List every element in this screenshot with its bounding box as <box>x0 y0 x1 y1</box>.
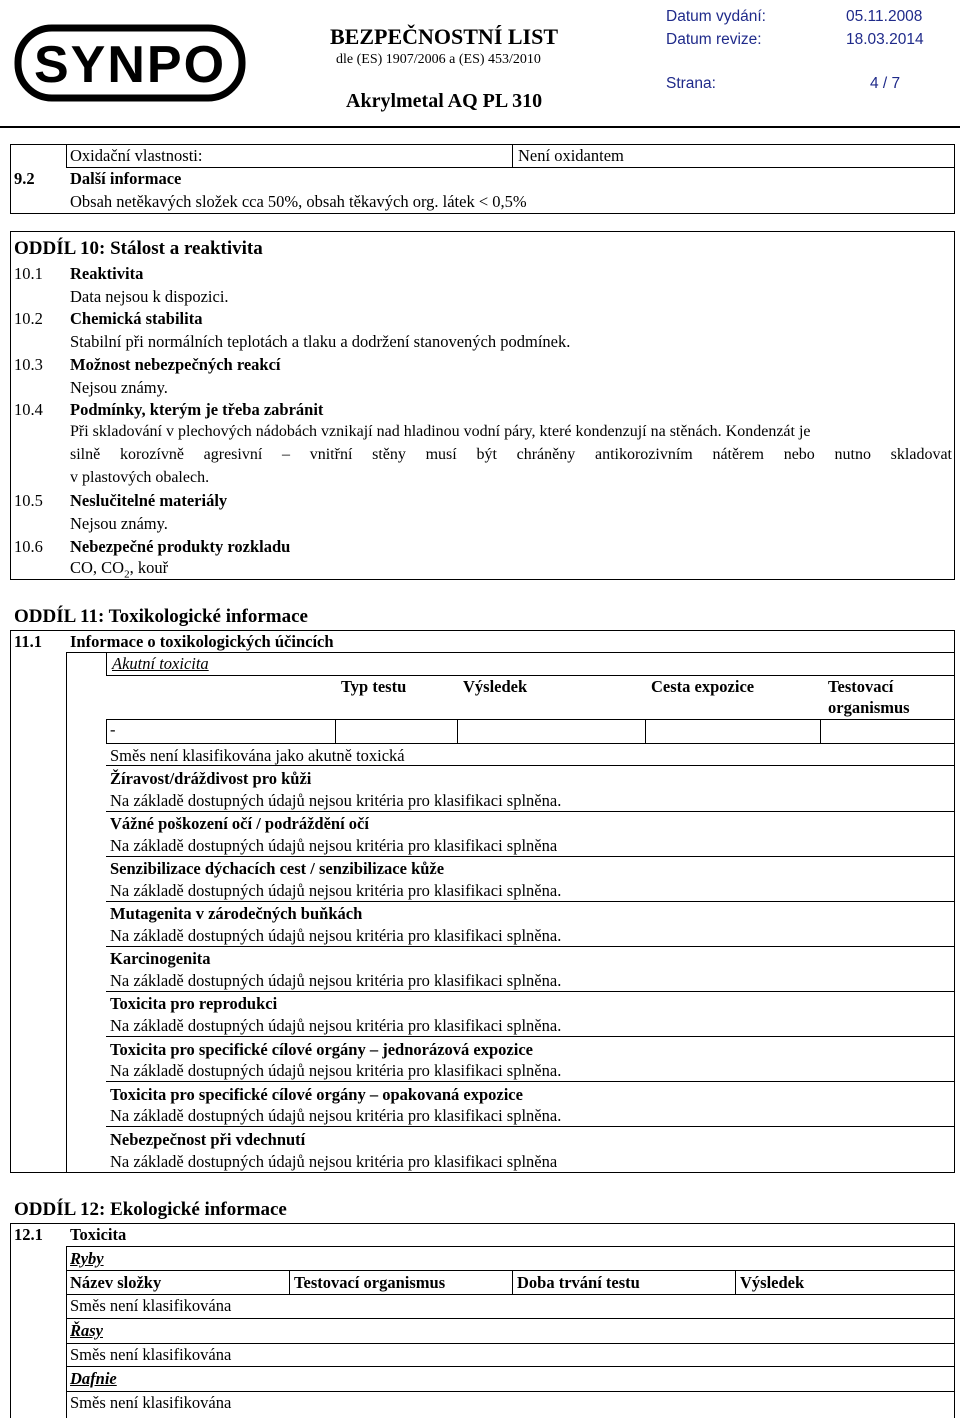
col-test-organism-1: Testovací <box>828 677 894 696</box>
col-component-name: Název složky <box>70 1273 162 1292</box>
section-10-4-number: 10.4 <box>14 400 43 419</box>
section-10-title: ODDÍL 10: Stálost a reaktivita <box>14 238 263 259</box>
section-10-3-title: Možnost nebezpečných reakcí <box>70 355 281 374</box>
section-10-3-text: Nejsou známy. <box>70 378 168 397</box>
product-name: Akrylmetal AQ PL 310 <box>346 90 543 112</box>
section-10-4-line-1: Při skladování v plechových nádobách vznikají nad hladinou vodní páry, které kondenzují na stěnách. Kondenzát je <box>70 423 811 440</box>
section-10-6-number: 10.6 <box>14 537 43 556</box>
section-10-4-line-3: v plastových obalech. <box>70 469 210 486</box>
eye-damage-text: Na základě dostupných údajů nejsou kritéria pro klasifikaci splněna <box>110 836 558 855</box>
section-10-5-number: 10.5 <box>14 491 43 510</box>
algae-text: Směs není klasifikována <box>70 1345 232 1364</box>
section-10-5-title: Neslučitelné materiály <box>70 491 228 510</box>
col-exposure-route: Cesta expozice <box>651 677 755 696</box>
section-12-1-title: Toxicita <box>70 1225 127 1244</box>
section-12-title: ODDÍL 12: Ekologické informace <box>14 1199 287 1220</box>
issue-date-label: Datum vydání: <box>666 8 766 25</box>
algae-heading: Řasy <box>70 1321 103 1340</box>
aspiration-hazard-text: Na základě dostupných údajů nejsou kritéria pro klasifikaci splněna <box>110 1152 558 1171</box>
logo-text: SYNPO <box>33 36 227 94</box>
eye-damage-title: Vážné poškození očí / podráždění očí <box>110 814 369 833</box>
revision-date-label: Datum revize: <box>666 31 762 48</box>
sensitization-title: Senzibilizace dýchacích cest / senzibilizace kůže <box>110 859 445 878</box>
aspiration-hazard-title: Nebezpečnost při vdechnutí <box>110 1130 306 1149</box>
stot-single-text: Na základě dostupných údajů nejsou kritéria pro klasifikaci splněna. <box>110 1061 562 1080</box>
section-10-6-text: CO, $CO_2$, kouř <box>70 558 169 581</box>
section-9-2-title: Další informace <box>70 169 182 188</box>
col-test-organism-2: organismus <box>828 698 910 717</box>
page-number: 4 / 7 <box>870 75 901 92</box>
section-10-1-text: Data nejsou k dispozici. <box>70 287 229 306</box>
doc-title: BEZPEČNOSTNÍ LIST <box>330 24 559 49</box>
stot-repeated-title: Toxicita pro specifické cílové orgány – opakovaná expozice <box>110 1085 523 1104</box>
section-10-2-number: 10.2 <box>14 309 43 328</box>
daphnia-text: Směs není klasifikována <box>70 1393 232 1412</box>
daphnia-heading: Dafnie <box>70 1369 117 1388</box>
section-10-4-line-2: silně korozívně agresivní – vnitřní stěny musí být chráněny antikorozivním nátěrem nebo nutno skladovat <box>70 446 952 463</box>
acute-toxicity-heading: Akutní toxicita <box>112 654 209 673</box>
section-11-1-title: Informace o toxikologických účincích <box>70 632 334 651</box>
section-10-3-number: 10.3 <box>14 355 43 374</box>
stot-repeated-text: Na základě dostupných údajů nejsou kritéria pro klasifikaci splněna. <box>110 1106 562 1125</box>
carcinogenicity-text: Na základě dostupných údajů nejsou kritéria pro klasifikaci splněna. <box>110 971 562 990</box>
section-10-1-title: Reaktivita <box>70 264 144 283</box>
acute-toxicity-text: Směs není klasifikována jako akutně toxická <box>110 746 405 765</box>
section-10-6-title: Nebezpečné produkty rozkladu <box>70 537 291 556</box>
mutagenicity-text: Na základě dostupných údajů nejsou kritéria pro klasifikaci splněna. <box>110 926 562 945</box>
section-10-1-number: 10.1 <box>14 264 43 283</box>
issue-date-value: 05.11.2008 <box>846 8 923 25</box>
stot-single-title: Toxicita pro specifické cílové orgány – jednorázová expozice <box>110 1040 533 1059</box>
reproductive-toxicity-title: Toxicita pro reprodukci <box>110 994 278 1013</box>
mutagenicity-title: Mutagenita v zárodečných buňkách <box>110 904 363 923</box>
reproductive-toxicity-text: Na základě dostupných údajů nejsou kritéria pro klasifikaci splněna. <box>110 1016 562 1035</box>
col-result: Výsledek <box>463 677 528 696</box>
col-test-type: Typ testu <box>341 677 407 696</box>
page-label: Strana: <box>666 75 716 92</box>
col-eco-result: Výsledek <box>740 1273 805 1292</box>
oxidizing-label: Oxidační vlastnosti: <box>70 146 203 165</box>
fish-text: Směs není klasifikována <box>70 1296 232 1315</box>
section-9-2-number: 9.2 <box>14 169 35 188</box>
revision-date-value: 18.03.2014 <box>846 31 924 48</box>
carcinogenicity-title: Karcinogenita <box>110 949 211 968</box>
col-test-duration: Doba trvání testu <box>517 1273 640 1292</box>
section-12-1-number: 12.1 <box>14 1225 43 1244</box>
oxidizing-value: Není oxidantem <box>518 146 624 165</box>
section-10-4-title: Podmínky, kterým je třeba zabránit <box>70 400 324 419</box>
section-10-5-text: Nejsou známy. <box>70 514 168 533</box>
section-11-1-number: 11.1 <box>14 632 42 651</box>
sensitization-text: Na základě dostupných údajů nejsou kritéria pro klasifikaci splněna. <box>110 881 562 900</box>
section-9-2-text: Obsah netěkavých složek cca 50%, obsah těkavých org. látek < 0,5% <box>70 192 527 211</box>
section-10-2-text: Stabilní při normálních teplotách a tlaku a dodržení stanovených podmínek. <box>70 332 571 351</box>
col-test-organism: Testovací organismus <box>294 1273 446 1292</box>
section-10-2-title: Chemická stabilita <box>70 309 203 328</box>
section-11-title: ODDÍL 11: Toxikologické informace <box>14 606 308 627</box>
synpo-logo <box>14 18 246 108</box>
acute-dash: - <box>110 720 116 739</box>
skin-corrosion-text: Na základě dostupných údajů nejsou kritéria pro klasifikaci splněna. <box>110 791 562 810</box>
header-divider <box>0 126 960 128</box>
regulation: dle (ES) 1907/2006 a (ES) 453/2010 <box>336 52 541 67</box>
fish-heading: Ryby <box>70 1249 104 1268</box>
skin-corrosion-title: Žíravost/dráždivost pro kůži <box>110 769 312 788</box>
